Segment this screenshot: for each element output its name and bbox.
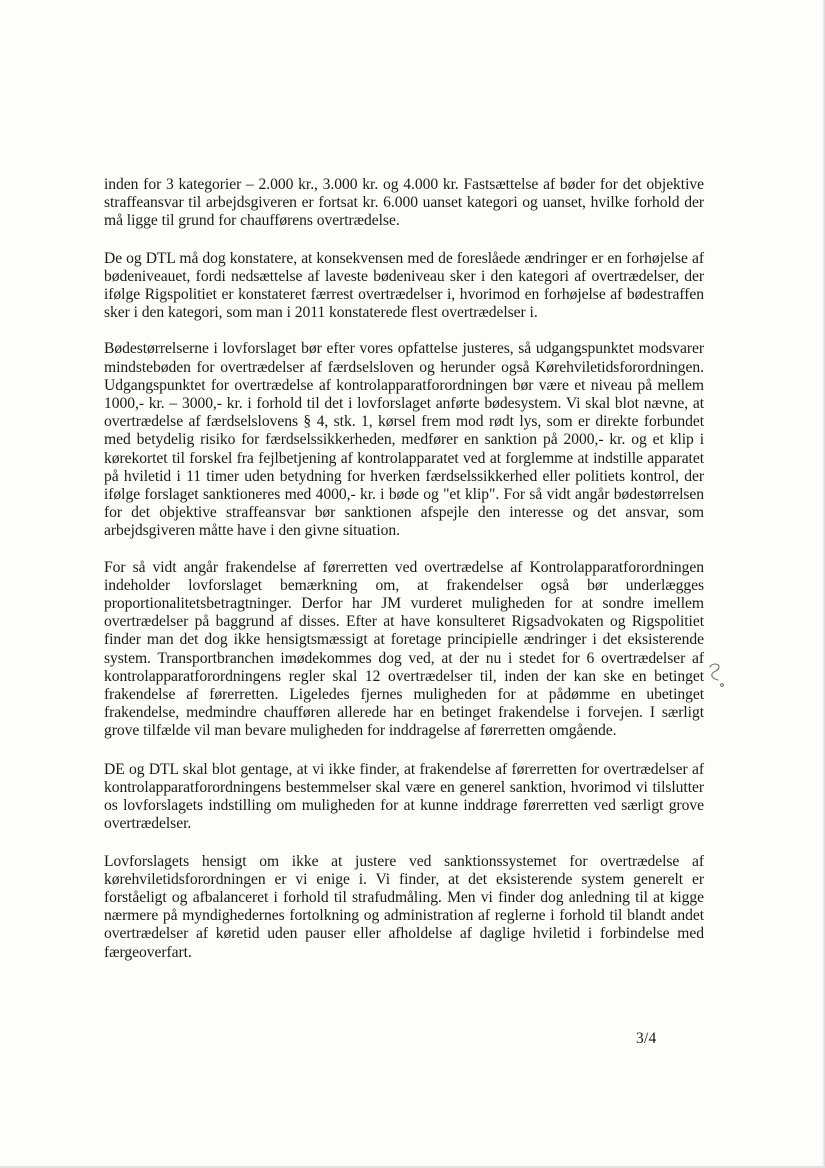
paragraph-bodestorrelser: Bødestørrelserne i lovforslaget bør efter vores opfattelse justeres, så udgangspunktet modsvarer mindstebøden for overtrædelser af færdselsloven og herunder også Kørehviletidsforordningen. Udgangspunktet for overtrædelse af kontrolapparatforordningen bør være et niveau på mellem 1000,- kr. – 3000,- kr. i forhold til det i lovforslaget anførte bødesystem. Vi skal blot nævne, at overtrædelse af færdselslovens § 4, stk. 1, kørsel frem mod rødt lys, som er direkte forbundet med betydelig risiko for færdselssikkerheden, medfører en sanktion på 2000,- kr. og et klip i kørekortet til forskel fra fejlbetjening af kontrolapparatet ved at forglemme at indstille apparatet på hviletid i 11 timer uden betydning for hverken færdselssikkerhed eller politiets kontrol, der ifølge forslaget sanktioneres med 4000,- kr. i bøde og "et klip". For så vidt angår bødestørrelsen for det objektive straffeansvar bør sanktionen afspejle den interesse og det ansvar, som arbejdsgiveren måtte have i den givne situation. bbox=[104, 340, 704, 540]
page-number: 3/4 bbox=[636, 1030, 657, 1047]
paragraph-korehviletid: Lovforslagets hensigt om ikke at justere ved sanktionssystemet for overtrædelse af kørehviletidsforordningen er vi enige i. Vi finder, at det eksisterende system generelt er forståeligt og afbalanceret i forhold til strafudmåling. Men vi finder dog anledning til at kigge nærmere på myndighedernes fortolkning og administration af reglerne i forhold til blandt andet overtrædelser af køretid uden pauser eller afholdelse af daglige hviletid i forbindelse med færgeoverfart. bbox=[104, 852, 704, 961]
handwritten-question-mark-icon bbox=[706, 662, 730, 692]
paragraph-frakendelse: For så vidt angår frakendelse af førerretten ved overtrædelse af Kontrolapparatforordningen indeholder lovforslaget bemærkning om, at frakendelser også bør underlægges proportionalitetsbetragtninger. Derfor har JM vurderet muligheden for at sondre imellem overtrædelser på baggrund af disses. Efter at have konsulteret Rigsadvokaten og Rigspolitiet finder man det dog ikke hensigtsmæssigt at foretage principielle ændringer i det eksisterende system. Transportbranchen imødekommes dog ved, at der nu i stedet for 6 overtrædelser af kontrolapparatforordningens regler skal 12 overtrædelser til, inden der kan ske en betinget frakendelse af førerretten. Ligeledes fjernes muligheden for at pådømme en ubetinget frakendelse, medmindre chaufføren allerede har en betinget frakendelse i forvejen. I særligt grove tilfælde vil man bevare muligheden for inddragelse af førerretten omgående. bbox=[104, 558, 704, 740]
document-body bbox=[104, 176, 704, 981]
paragraph-de-dtl-gentage: DE og DTL skal blot gentage, at vi ikke finder, at frakendelse af førerretten for overtrædelser af kontrolapparatforordningens bestemmelser skal være en generel sanktion, hvorimod vi tilslutter os lovforslagets indstilling om muligheden for at kunne inddrage førerretten ved særligt grove overtrædelser. bbox=[104, 760, 704, 833]
paragraph-konsekvens-bodeniveau: De og DTL må dog konstatere, at konsekvensen med de foreslåede ændringer er en forhøjelse af bødeniveauet, fordi nedsættelse af laveste bødeniveau sker i den kategori af overtrædelser, der ifølge Rigspolitiet er konstateret færrest overtrædelser i, hvorimod en forhøjelse af bødestraffen sker i den kategori, som man i 2011 konstaterede flest overtrædelser i. bbox=[104, 249, 704, 322]
paragraph-bode-kategorier: inden for 3 kategorier – 2.000 kr., 3.000 kr. og 4.000 kr. Fastsættelse af bøder for det objektive straffeansvar til arbejdsgiveren er fortsat kr. 6.000 uanset kategori og uanset, hvilke forhold der må ligge til grund for chaufførens overtrædelse. bbox=[104, 176, 704, 230]
